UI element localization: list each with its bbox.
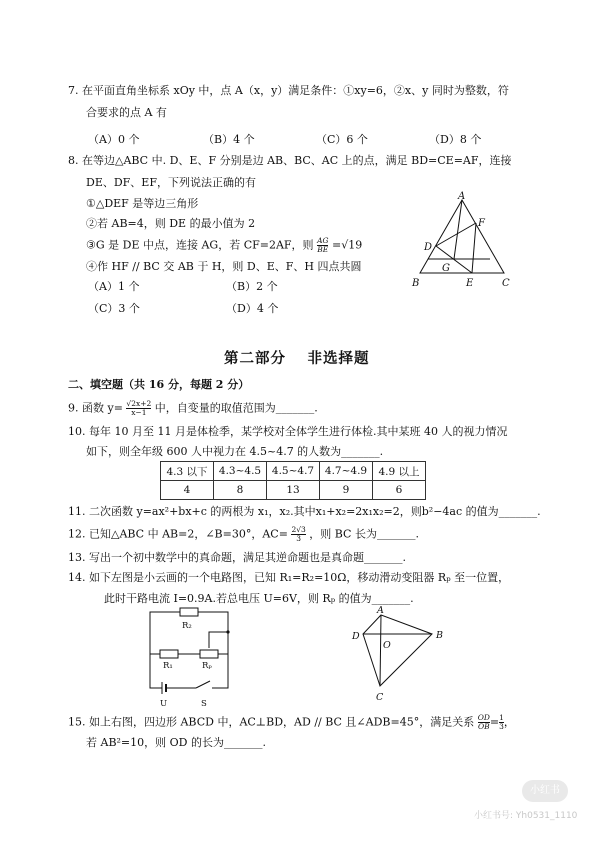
resistor-r2: [180, 608, 198, 616]
vision-header-cell: 4.3 以下: [161, 462, 214, 481]
q8-triangle-figure: [404, 190, 524, 294]
q15-text-pre: 15. 如上右图，四边形 ABCD 中，AC⊥BD，AD // BC 且∠ADB=45°，满足关系: [68, 715, 475, 729]
vision-header-cell: 4.3~4.5: [214, 462, 267, 481]
vision-value-cell: 13: [267, 481, 320, 500]
label-s: S: [201, 699, 207, 709]
q12-text-post: ，则 BC 长为_______.: [309, 527, 419, 541]
q12-text-pre: 12. 已知△ABC 中 AB=2，∠B=30°，AC=: [68, 527, 288, 541]
vision-table: [160, 461, 426, 500]
section2-header: 二、填空题（共 16 分，每题 2 分）: [68, 378, 250, 391]
q12-numerator: 2√3: [291, 525, 306, 534]
q8-option-a: （A）1 个: [88, 280, 140, 293]
q11: 11. 二次函数 y=ax²+bx+c 的两根为 x₁，x₂.其中x₁+x₂=2x₁x₂=2，则b²−4ac 的值为_______.: [68, 505, 541, 518]
q15-text-post: ，: [503, 715, 515, 729]
label-a: A: [458, 191, 466, 202]
q9-numerator: √2x+2: [126, 399, 152, 408]
q9: [68, 400, 318, 417]
q7-line2: 合要求的点 A 有: [86, 106, 167, 119]
label-g: G: [442, 263, 450, 274]
q10-line2: 如下，则全年级 600 人中视力在 4.5~4.7 的人数为_______.: [86, 445, 384, 458]
vision-value-cell: 4: [161, 481, 214, 500]
label-a: A: [377, 605, 384, 616]
q15-fraction-od-ob: [478, 714, 490, 731]
q8-s3-fraction: [317, 237, 328, 254]
quadrilateral-abcd: [363, 615, 432, 686]
label-e: E: [466, 278, 474, 289]
label-u: U: [160, 699, 168, 709]
diagonal-ac: [380, 615, 381, 686]
q15-equals: =: [489, 715, 500, 729]
q12: [68, 526, 419, 543]
segment-ag: [454, 200, 462, 259]
vision-value-cell: 9: [320, 481, 373, 500]
vision-table-header-row: [161, 462, 426, 481]
q13: 13. 写出一个初中数学中的真命题，满足其逆命题也是真命题_______.: [68, 551, 406, 564]
q7-option-d: （D）8 个: [429, 133, 482, 146]
q8-line2: DE、DF、EF，下列说法正确的有: [86, 176, 256, 189]
q8-s3-result: =√19: [331, 238, 363, 252]
vision-table-value-row: [161, 481, 426, 500]
q10-line1: 10. 每年 10 月至 11 月是体检季，某学校对全体学生进行体检.其中某班 40 人的视力情况: [68, 425, 508, 438]
label-rp: Rₚ: [202, 661, 212, 671]
q8-line1: 8. 在等边△ABC 中. D、E、F 分别是边 AB、BC、AC 上的点，满足 BD=CE=AF，连接: [68, 154, 512, 167]
q8-option-d: （D）4 个: [226, 302, 279, 315]
q15-frac1-numerator: OD: [477, 713, 490, 722]
q8-s3-denominator: BE: [317, 244, 329, 254]
q8-statement-4: ④作 HF // BC 交 AB 于 H，则 D、E、F、H 四点共圆: [86, 260, 362, 273]
q8-option-b: （B）2 个: [226, 280, 278, 293]
label-d: D: [352, 631, 360, 642]
vision-header-cell: 4.9 以上: [373, 462, 426, 481]
q14-line2: 此时干路电流 I=0.9A.若总电压 U=6V，则 Rₚ 的值为_______.: [104, 592, 414, 605]
rheostat-slider: [209, 632, 228, 648]
q15-frac2-numerator: 1: [499, 713, 504, 722]
q15-frac1-denominator: OB: [477, 721, 490, 731]
q15-line2: 若 AB²=10，则 OD 的长为_______.: [86, 736, 266, 749]
q7-option-b: （B）4 个: [203, 133, 255, 146]
resistor-r1: [160, 650, 178, 658]
circuit-junction: [226, 630, 229, 633]
label-b: B: [436, 630, 443, 641]
segment-ef: [472, 223, 476, 273]
q15-frac2-denominator: 3: [499, 721, 504, 731]
q9-denominator: x−1: [131, 407, 147, 417]
label-b: B: [412, 278, 420, 289]
watermark-text: 小红书号: Yh0531_1110: [474, 811, 578, 821]
q12-denominator: 3: [296, 533, 301, 543]
label-c: C: [502, 278, 510, 289]
q7-option-a: （A）0 个: [88, 133, 140, 146]
q14-line1: 14. 如下左图是小云画的一个电路图，已知 R₁=R₂=10Ω，移动滑动变阻器 Rₚ 至一位置，: [68, 571, 510, 584]
label-d: D: [424, 242, 433, 253]
label-c: C: [376, 692, 384, 703]
watermark-badge: 小红书: [522, 780, 568, 802]
q8-s3-numerator: AG: [317, 236, 329, 245]
q8-s3-text: ③G 是 DE 中点，连接 AG，若 CF=2AF，则: [86, 238, 314, 252]
part2-title: 第二部分 非选择题: [224, 350, 370, 367]
label-r2: R₂: [182, 621, 192, 631]
q8-statement-1: ①△DEF 是等边三角形: [86, 197, 199, 210]
q9-text-pre: 9. 函数 y=: [68, 401, 123, 415]
q9-text-post: 中，自变量的取值范围为_______.: [154, 401, 318, 415]
q15-line1: [68, 714, 515, 731]
label-f: F: [478, 218, 485, 229]
q8-statement-2: ②若 AB=4，则 DE 的最小值为 2: [86, 217, 256, 230]
q8-statement-3: [86, 237, 362, 254]
triangle-abc: [420, 200, 504, 273]
vision-value-cell: 6: [373, 481, 426, 500]
vision-header-cell: 4.7~4.9: [320, 462, 373, 481]
q9-fraction: [126, 400, 151, 417]
q7-option-c: （C）6 个: [316, 133, 368, 146]
q8-option-c: （C）3 个: [88, 302, 140, 315]
quadrilateral-figure: [342, 604, 442, 704]
vision-value-cell: 8: [214, 481, 267, 500]
q7-line1: 7. 在平面直角坐标系 xOy 中，点 A（x，y）满足条件：①xy=6，②x、y 同时为整数，符: [68, 84, 509, 97]
label-r1: R₁: [163, 661, 173, 671]
q12-fraction: [291, 526, 305, 543]
rheostat-rp: [200, 650, 218, 658]
label-o: O: [383, 640, 391, 651]
vision-header-cell: 4.5~4.7: [267, 462, 320, 481]
circuit-diagram: [140, 610, 240, 710]
